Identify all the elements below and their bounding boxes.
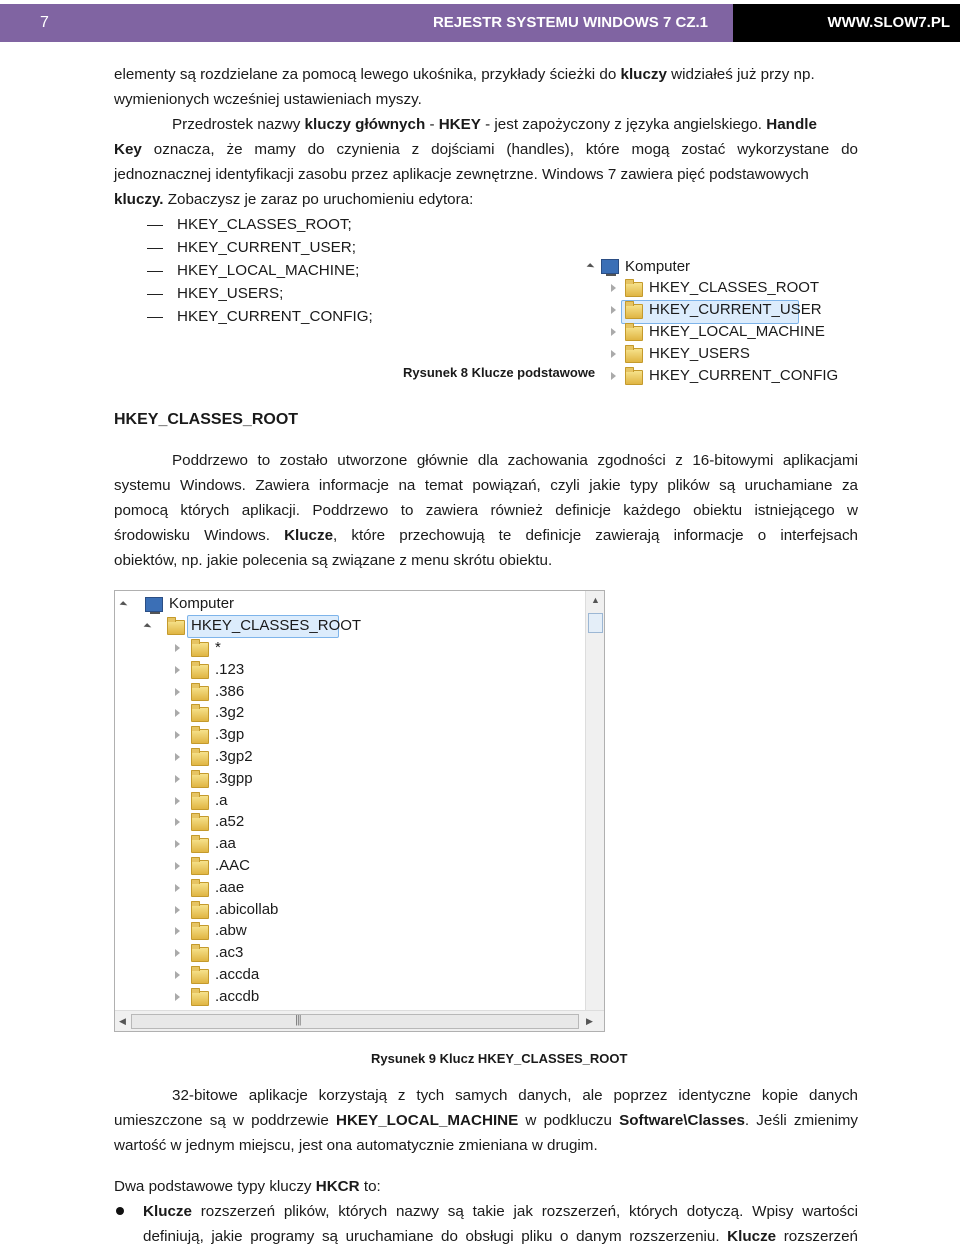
folder-icon [191,707,209,722]
folder-icon [625,370,643,385]
folder-icon [191,686,209,701]
folder-icon [625,304,643,319]
tree-subkey-label[interactable]: .abicollab [215,901,279,918]
list-dash [147,294,163,295]
collapsed-arrow-icon[interactable] [611,328,616,336]
tree-subkey-label[interactable]: .123 [215,661,245,678]
tree-subkey-label[interactable]: .3gp [215,726,245,743]
tree-key-label[interactable]: HKEY_USERS [649,345,750,362]
folder-icon [191,947,209,962]
tree-key-label[interactable]: HKEY_CURRENT_CONFIG [649,367,839,384]
horizontal-scroll-thumb[interactable] [131,1014,579,1029]
folder-icon [191,860,209,875]
bullet-line: definiują, jakie programy są uruchamiane do obsługi pliku o danym rozszerzeniu. Klucze rozszerzeń [143,1228,858,1245]
folder-icon [191,991,209,1006]
collapsed-arrow-icon[interactable] [175,797,180,805]
figure-8-caption: Rysunek 8 Klucze podstawowe [403,365,596,380]
folder-icon [191,795,209,810]
expand-arrow-icon[interactable] [120,601,128,609]
folder-icon [191,816,209,831]
collapsed-arrow-icon[interactable] [175,884,180,892]
collapsed-arrow-icon[interactable] [175,840,180,848]
tree-key-label[interactable]: HKEY_CURRENT_USER [649,301,822,318]
tree-subkey-label[interactable]: .a52 [215,813,245,830]
tree-subkey-label[interactable]: .AAC [215,857,251,874]
header-site-bar [733,4,960,42]
list-item: HKEY_CURRENT_USER; [177,239,356,256]
tree-subkey-label[interactable]: .386 [215,683,245,700]
paragraph-line: Key oznacza, że mamy do czynienia z dojściami (handles), które mogą zostać wykorzystane do [114,141,858,158]
page-header [0,4,960,42]
folder-icon [191,729,209,744]
computer-icon [601,259,619,274]
site-url[interactable]: WWW.SLOW7.PL [827,14,950,31]
tree-root-label[interactable]: Komputer [625,258,691,275]
folder-icon [625,326,643,341]
tree-subkey-label[interactable]: .3gp2 [215,748,253,765]
tree-subkey-label[interactable]: * [215,639,221,656]
list-dash [147,317,163,318]
bullet-line: Klucze rozszerzeń plików, których nazwy są takie jak rozszerzeń, których dotyczą. Wpisy wartości [143,1203,858,1220]
collapsed-arrow-icon[interactable] [175,775,180,783]
paragraph-line: elementy są rozdzielane za pomocą lewego ukośnika, przykłady ścieżki do kluczy widziałeś już przy np. [114,66,815,83]
tree-key-label[interactable]: HKEY_CLASSES_ROOT [649,279,820,296]
collapsed-arrow-icon[interactable] [175,731,180,739]
figure-8-registry-tree [585,255,839,390]
collapsed-arrow-icon[interactable] [175,971,180,979]
paragraph-line: Poddrzewo to zostało utworzone głównie dla zachowania zgodności z 16-bitowymi aplikacjami [172,452,858,469]
list-item: HKEY_CLASSES_ROOT; [177,216,352,233]
paragraph-line: Dwa podstawowe typy kluczy HKCR to: [114,1178,381,1195]
collapsed-arrow-icon[interactable] [175,753,180,761]
list-item: HKEY_USERS; [177,285,284,302]
page-number: 7 [40,14,49,31]
folder-icon [191,642,209,657]
collapsed-arrow-icon[interactable] [175,666,180,674]
tree-key-label[interactable]: HKEY_CLASSES_ROOT [191,617,362,634]
collapsed-arrow-icon[interactable] [175,688,180,696]
paragraph-line: wartość w jednym miejscu, jest ona automatycznie zmieniana w drugim. [114,1137,598,1154]
scroll-left-icon[interactable]: ◀ [119,1016,126,1026]
tree-subkey-label[interactable]: .accda [215,966,260,983]
folder-icon [167,620,185,635]
vertical-scrollbar[interactable] [585,591,604,1011]
tree-root-label[interactable]: Komputer [169,595,235,612]
folder-icon [625,282,643,297]
list-dash [147,225,163,226]
computer-icon [145,597,163,612]
list-dash [147,271,163,272]
paragraph-line: 32-bitowe aplikacje korzystają z tych samych danych, ale poprzez identyczne kopie danych [172,1087,858,1104]
paragraph-line: jednoznacznej identyfikacji zasobu przez aplikacje zewnętrzne. Windows 7 zawiera pięć podstawowych [114,166,809,183]
bullet-dot [116,1207,124,1215]
horizontal-scrollbar[interactable] [115,1010,604,1031]
scroll-right-icon[interactable]: ▶ [586,1016,593,1026]
collapsed-arrow-icon[interactable] [175,818,180,826]
list-item: HKEY_LOCAL_MACHINE; [177,262,360,279]
collapsed-arrow-icon[interactable] [175,709,180,717]
tree-subkey-label[interactable]: .aa [215,835,236,852]
figure-9-caption: Rysunek 9 Klucz HKEY_CLASSES_ROOT [371,1051,628,1066]
tree-subkey-label[interactable]: .3g2 [215,704,245,721]
collapsed-arrow-icon[interactable] [175,862,180,870]
expand-arrow-icon[interactable] [144,623,152,631]
collapsed-arrow-icon[interactable] [175,927,180,935]
tree-subkey-label[interactable]: .a [215,792,228,809]
collapsed-arrow-icon[interactable] [611,284,616,292]
collapsed-arrow-icon[interactable] [175,993,180,1001]
collapsed-arrow-icon[interactable] [175,644,180,652]
list-dash [147,248,163,249]
tree-subkey-label[interactable]: .3gpp [215,770,253,787]
folder-icon [191,882,209,897]
grip-icon: ||| [295,1014,301,1026]
folder-icon [191,664,209,679]
paragraph-line: kluczy. Zobaczysz je zaraz po uruchomieniu edytora: [114,191,474,208]
folder-icon [191,751,209,766]
scroll-up-icon[interactable]: ▲ [591,595,600,605]
paragraph-line: systemu Windows. Zawiera informacje na temat powiązań, czyli jakie typy plików są uruchamiane za [114,477,858,494]
header-title-bar [0,4,733,42]
paragraph-line: Przedrostek nazwy kluczy głównych - HKEY - jest zapożyczony z języka angielskiego. Handle [172,116,817,133]
folder-icon [191,969,209,984]
expand-arrow-icon[interactable] [587,263,595,271]
folder-icon [191,838,209,853]
paragraph-line: obiektów, np. jakie polecenia są związane z menu skrótu obiektu. [114,552,553,569]
tree-subkey-label[interactable]: .aae [215,879,245,896]
tree-subkey-label[interactable]: .abw [215,922,247,939]
tree-key-label[interactable]: HKEY_LOCAL_MACHINE [649,323,825,340]
paragraph-line: wymienionych wcześniej ustawieniach myszy. [114,91,422,108]
section-heading: HKEY_CLASSES_ROOT [114,411,299,428]
paragraph-line: środowisku Windows. Klucze, które przechowują te definicje zawierają informacje o interfejsach [114,527,858,544]
collapsed-arrow-icon[interactable] [175,906,180,914]
folder-icon [191,925,209,940]
tree-subkey-label[interactable]: .ac3 [215,944,244,961]
figure-9-registry-tree [114,590,605,1032]
vertical-scroll-thumb[interactable] [588,613,603,633]
collapsed-arrow-icon[interactable] [175,949,180,957]
paragraph-line: umieszczone są w poddrzewie HKEY_LOCAL_MACHINE w podkluczu Software\Classes. Jeśli zmienimy [114,1112,858,1129]
collapsed-arrow-icon[interactable] [611,306,616,314]
folder-icon [625,348,643,363]
tree-subkey-label[interactable]: .accdb [215,988,260,1005]
collapsed-arrow-icon[interactable] [611,350,616,358]
collapsed-arrow-icon[interactable] [611,372,616,380]
list-item: HKEY_CURRENT_CONFIG; [177,308,373,325]
folder-icon [191,904,209,919]
document-title: REJESTR SYSTEMU WINDOWS 7 CZ.1 [432,14,708,31]
folder-icon [191,773,209,788]
paragraph-line: pomocą których aplikacji. Poddrzewo to zawiera również definicje każdego obiektu istniejącego w [114,502,858,519]
